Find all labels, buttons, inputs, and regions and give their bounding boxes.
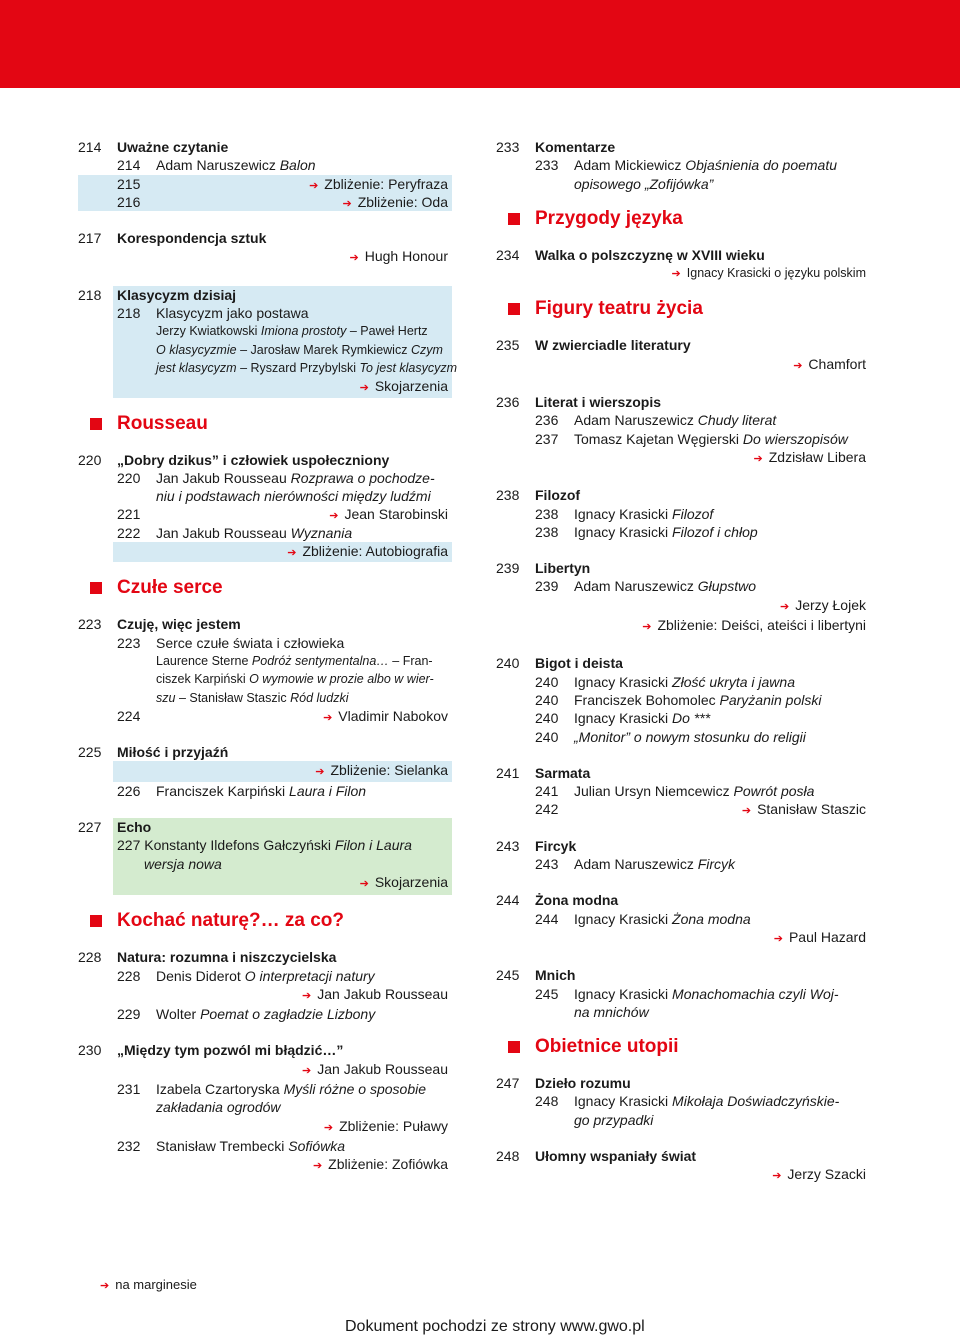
toc-subentry: 248 Ignacy Krasicki Mikołaja Doświadczyńskie- xyxy=(535,1093,840,1110)
arrow-right-icon: ➔ xyxy=(302,989,312,1002)
toc-subentry: 243 Adam Naruszewicz Fircyk xyxy=(535,856,736,873)
red-square-icon xyxy=(90,582,102,594)
toc-subentry: 241 Julian Ursyn Niemcewicz Powrót posła xyxy=(535,783,815,800)
entry-title: Uważne czytanie xyxy=(117,139,229,155)
arrow-right-icon: ➔ xyxy=(349,252,359,265)
arrow-right-icon: ➔ xyxy=(309,179,319,192)
toc-subentry: 224 ➔ Vladimir Nabokov xyxy=(117,707,448,724)
margin-note: ➔ Zbliżenie: Deiści, ateiści i libertyni xyxy=(642,617,866,634)
toc-entry: 217 Korespondencja sztuk xyxy=(78,230,267,247)
margin-note: ➔ Skojarzenia xyxy=(359,378,448,395)
margin-note: ➔ Jan Jakub Rousseau xyxy=(302,985,448,1002)
toc-entry: 248 Ułomny wspaniały świat xyxy=(496,1147,697,1164)
arrow-right-icon: ➔ xyxy=(329,510,339,523)
toc-entry: 218 Klasycyzm dzisiaj xyxy=(78,286,237,303)
margin-note: ➔ Zbliżenie: Autobiografia xyxy=(113,542,452,562)
arrow-right-icon: ➔ xyxy=(772,1170,782,1183)
arrow-right-icon: ➔ xyxy=(312,1160,323,1173)
toc-entry: 228 Natura: rozumna i niszczycielska xyxy=(78,949,337,966)
toc-subentry: 227 Konstanty Ildefons Gałczyński Filon i Laura xyxy=(117,837,412,854)
section-heading: Kochać naturę?… za co? xyxy=(78,909,452,933)
arrow-right-icon: ➔ xyxy=(779,600,790,613)
toc-entry: 241 Sarmata xyxy=(496,764,591,781)
toc-subentry: 214 Adam Naruszewicz Balon xyxy=(117,157,316,174)
toc-entry: 243 Fircyk xyxy=(496,837,577,854)
margin-note: ➔ Zbliżenie: Sielanka xyxy=(113,761,452,781)
toc-subentry: 236 Adam Naruszewicz Chudy literat xyxy=(535,412,777,429)
margin-note: ➔ Paul Hazard xyxy=(773,928,866,945)
margin-note: ➔ Hugh Honour xyxy=(349,248,448,265)
section-heading: Rousseau xyxy=(78,412,452,436)
margin-note: ➔ Ignacy Krasicki o języku polskim xyxy=(671,266,866,281)
toc-subentry: 226 Franciszek Karpiński Laura i Filon xyxy=(117,782,367,799)
red-square-icon xyxy=(508,303,520,315)
toc-entry: 225 Miłość i przyjaźń xyxy=(78,744,229,761)
arrow-right-icon: ➔ xyxy=(315,766,325,779)
arrow-right-icon: ➔ xyxy=(671,268,681,281)
margin-note: ➔ Zbliżenie: Puławy xyxy=(323,1117,448,1134)
toc-subentry: 240 Franciszek Bohomolec Paryżanin polski xyxy=(535,691,822,708)
toc-entry: 245 Mnich xyxy=(496,967,576,984)
arrow-right-icon: ➔ xyxy=(302,1064,312,1077)
margin-note: ➔ Skojarzenia xyxy=(359,873,448,890)
arrow-right-icon: ➔ xyxy=(342,197,352,210)
toc-subentry: 231 Izabela Czartoryska Myśli różne o sposobie xyxy=(117,1080,427,1097)
toc-subentry: 222 Jan Jakub Rousseau Wyznania xyxy=(117,524,353,541)
toc-subentry: 218 Klasycyzm jako postawa xyxy=(117,305,309,322)
arrow-right-icon: ➔ xyxy=(359,382,369,395)
arrow-right-icon: ➔ xyxy=(741,805,752,818)
legend-note: ➔ na marginesie xyxy=(100,1277,197,1292)
margin-note: ➔ Chamfort xyxy=(793,355,866,372)
toc-subentry: 238 Ignacy Krasicki Filozof xyxy=(535,505,714,522)
arrow-right-icon: ➔ xyxy=(773,932,783,945)
toc-entry: 236 Literat i wierszopis xyxy=(496,394,662,411)
toc-entry: 240 Bigot i deista xyxy=(496,655,623,672)
toc-entry: 214 Uważne czytanie xyxy=(78,139,229,155)
toc-subentry: 223 Serce czułe świata i człowieka xyxy=(117,634,345,651)
toc-entry: 233 Komentarze xyxy=(496,139,616,155)
margin-note: ➔ Jerzy Łojek xyxy=(779,596,866,613)
margin-note: ➔ Jan Jakub Rousseau xyxy=(302,1060,448,1077)
toc-subentry: 240 Ignacy Krasicki Złość ukryta i jawna xyxy=(535,673,795,690)
section-heading: Przygody języka xyxy=(496,207,870,231)
arrow-right-icon: ➔ xyxy=(642,621,652,634)
red-square-icon xyxy=(90,418,102,430)
section-heading: Figury teatru życia xyxy=(496,297,870,321)
toc-entry: 238 Filozof xyxy=(496,487,581,504)
margin-note: ➔ Jerzy Szacki xyxy=(772,1166,866,1183)
toc-subentry: 240 Ignacy Krasicki Do *** xyxy=(535,710,711,727)
toc-subentry: 220 Jan Jakub Rousseau Rozprawa o pochodze- xyxy=(117,469,435,486)
toc-subentry: 216 ➔ Zbliżenie: Oda xyxy=(78,193,452,211)
arrow-right-icon: ➔ xyxy=(100,1280,110,1292)
toc-subentry: 215 ➔ Zbliżenie: Peryfraza xyxy=(78,175,452,193)
toc-subentry: 242 ➔ Stanisław Staszic xyxy=(535,801,866,818)
arrow-right-icon: ➔ xyxy=(359,877,369,890)
red-square-icon xyxy=(508,1041,520,1053)
toc-entry: 247 Dzieło rozumu xyxy=(496,1075,631,1092)
footer-source: Dokument pochodzi ze strony www.gwo.pl xyxy=(345,1318,645,1335)
red-square-icon xyxy=(90,915,102,927)
red-square-icon xyxy=(508,213,520,225)
top-color-bar xyxy=(0,0,960,88)
toc-subentry: 240 „Monitor” o nowym stosunku do religii xyxy=(535,728,806,745)
arrow-right-icon: ➔ xyxy=(323,1121,334,1134)
margin-note: ➔ Zbliżenie: Zofiówka xyxy=(312,1156,448,1173)
toc-entry: 244 Żona modna xyxy=(496,892,619,909)
toc-entry: 220 „Dobry dzikus” i człowiek uspołeczniony xyxy=(78,451,390,468)
toc-subentry: 245 Ignacy Krasicki Monachomachia czyli Woj- xyxy=(535,985,839,1002)
toc-subentry: 232 Stanisław Trembecki Sofiówka xyxy=(117,1137,346,1154)
toc-entry: 227 Echo xyxy=(78,819,152,836)
toc-subentry: 244 Ignacy Krasicki Żona modna xyxy=(535,910,751,927)
toc-entry: 234 Walka o polszczyznę w XVIII wieku xyxy=(496,246,765,263)
toc-subentry: 229 Wolter Poemat o zagładzie Lizbony xyxy=(117,1006,376,1023)
toc-subentry: 221 ➔ Jean Starobinski xyxy=(117,506,448,523)
section-heading: Czułe serce xyxy=(78,576,452,600)
arrow-right-icon: ➔ xyxy=(323,711,333,724)
toc-subentry: 233 Adam Mickiewicz Objaśnienia do poematu xyxy=(535,157,838,174)
toc-subentry: 238 Ignacy Krasicki Filozof i chłop xyxy=(535,523,758,540)
arrow-right-icon: ➔ xyxy=(753,452,763,465)
toc-subentry: 228 Denis Diderot O interpretacji natury xyxy=(117,967,375,984)
toc-entry: 239 Libertyn xyxy=(496,560,591,577)
toc-subentry: 237 Tomasz Kajetan Węgierski Do wierszopisów xyxy=(535,430,848,447)
arrow-right-icon: ➔ xyxy=(793,359,803,372)
toc-entry: 235 W zwierciadle literatury xyxy=(496,337,691,354)
margin-note: ➔ Zdzisław Libera xyxy=(753,448,866,465)
toc-right-column: 233 Komentarze 233 Adam Mickiewicz Objaśnienia do poematu opisowego „Zofijówka” Przygody języka 234 Walka o polszczyznę w XVIII wieku ➔ Ignacy Krasicki o języku polskim Figury teatru życia 235 W zwierciadle literatury ➔ Chamfort 236 Literat i wierszopis 236 Adam Naruszewicz Chudy literat 237 Tomasz Kajetan Węgierski Do wierszopisów ➔ Zdzisław Libera 238 Filozof 238 Ignacy Krasicki Filozof 238 Ignacy Krasicki Filozof i chłop 239 Libertyn 239 Adam Naruszewicz Głupstwo ➔ Jerzy Łojek ➔ Zbliżenie: Deiści, ateiści i libertyni 240 Bigot i deista 240 Ignacy Krasicki Złość ukryta i jawna 240 Franciszek Bohomolec Paryżanin polski 240 Ignacy Krasicki Do *** 240 „Monitor” o nowym stosunku do religii 241 Sarmata 241 Julian Ursyn Niemcewicz Powrót posła 242 ➔ Stanisław Staszic 243 Fircyk 243 Adam Naruszewicz Fircyk 244 Żona modna 244 Ignacy Krasicki Żona modna ➔ Paul Hazard 245 Mnich 245 Ignacy Krasicki Monachomachia czyli Woj- na mnichów Obietnice utopii 247 Dzieło rozumu 248 Ignacy Krasicki Mikołaja Doświadczyńskie- go przypadki 248 Ułomny wspaniały świat ➔ Jerzy Szacki xyxy=(496,138,870,1186)
toc-subentry: 239 Adam Naruszewicz Głupstwo xyxy=(535,578,757,595)
toc-entry: 223 Czuję, więc jestem xyxy=(78,616,241,633)
arrow-right-icon: ➔ xyxy=(287,547,297,560)
section-heading: Obietnice utopii xyxy=(496,1035,870,1059)
toc-left-column: 214 Uważne czytanie 214 Adam Naruszewicz Balon 215 ➔ Zbliżenie: Peryfraza 216 ➔ Zbliżenie: Oda 217 Korespondencja sztuk ➔ Hugh Honour 218 Klasycyzm dzisiaj 218 Klasycyzm jako postawa Jerzy Kwiatkowski Imiona prostoty – Paweł Hertz O klasycyzmie – Jarosław Marek Rymkiewicz Czym jest klasycyzm – Ryszard Przybylski To jest klasycyzm ➔ Skojarzenia Rousseau 220 „Dobry dzikus” i człowiek uspołeczniony 220 Jan Jakub Rousseau Rozprawa o pochodze- niu i podstawach nierówności między ludźmi 221 ➔ Jean Starobinski 222 Jan Jakub Rousseau Wyznania ➔ Zbliżenie: Autobiografia Czułe serce 223 Czuję, więc jestem 223 Serce czułe świata i człowieka Laurence Sterne Podróż sentymentalna… – Fran- ciszek Karpiński O wymowie w prozie albo w wier- szu – Stanisław Staszic Ród ludzki 224 ➔ Vladimir Nabokov 225 Miłość i przyjaźń ➔ Zbliżenie: Sielanka 226 Franciszek Karpiński Laura i Filon 227 Echo 227 Konstanty Ildefons Gałczyński Filon i Laura wersja nowa ➔ Skojarzenia Kochać naturę?… za co? 228 Natura: rozumna i niszczycielska 228 Denis Diderot O interpretacji natury ➔ Jan Jakub Rousseau 229 Wolter Poemat o zagładzie Lizbony 230 „Między tym pozwól mi błądzić…” ➔ Jan Jakub Rousseau 231 Izabela Czartoryska Myśli różne o sposobie zakładania ogrodów ➔ Zbliżenie: Puławy 232 Stanisław Trembecki Sofiówka ➔ Zbliżenie: Zofiówka xyxy=(78,138,452,1175)
toc-entry: 230 „Między tym pozwól mi błądzić…” xyxy=(78,1042,344,1059)
